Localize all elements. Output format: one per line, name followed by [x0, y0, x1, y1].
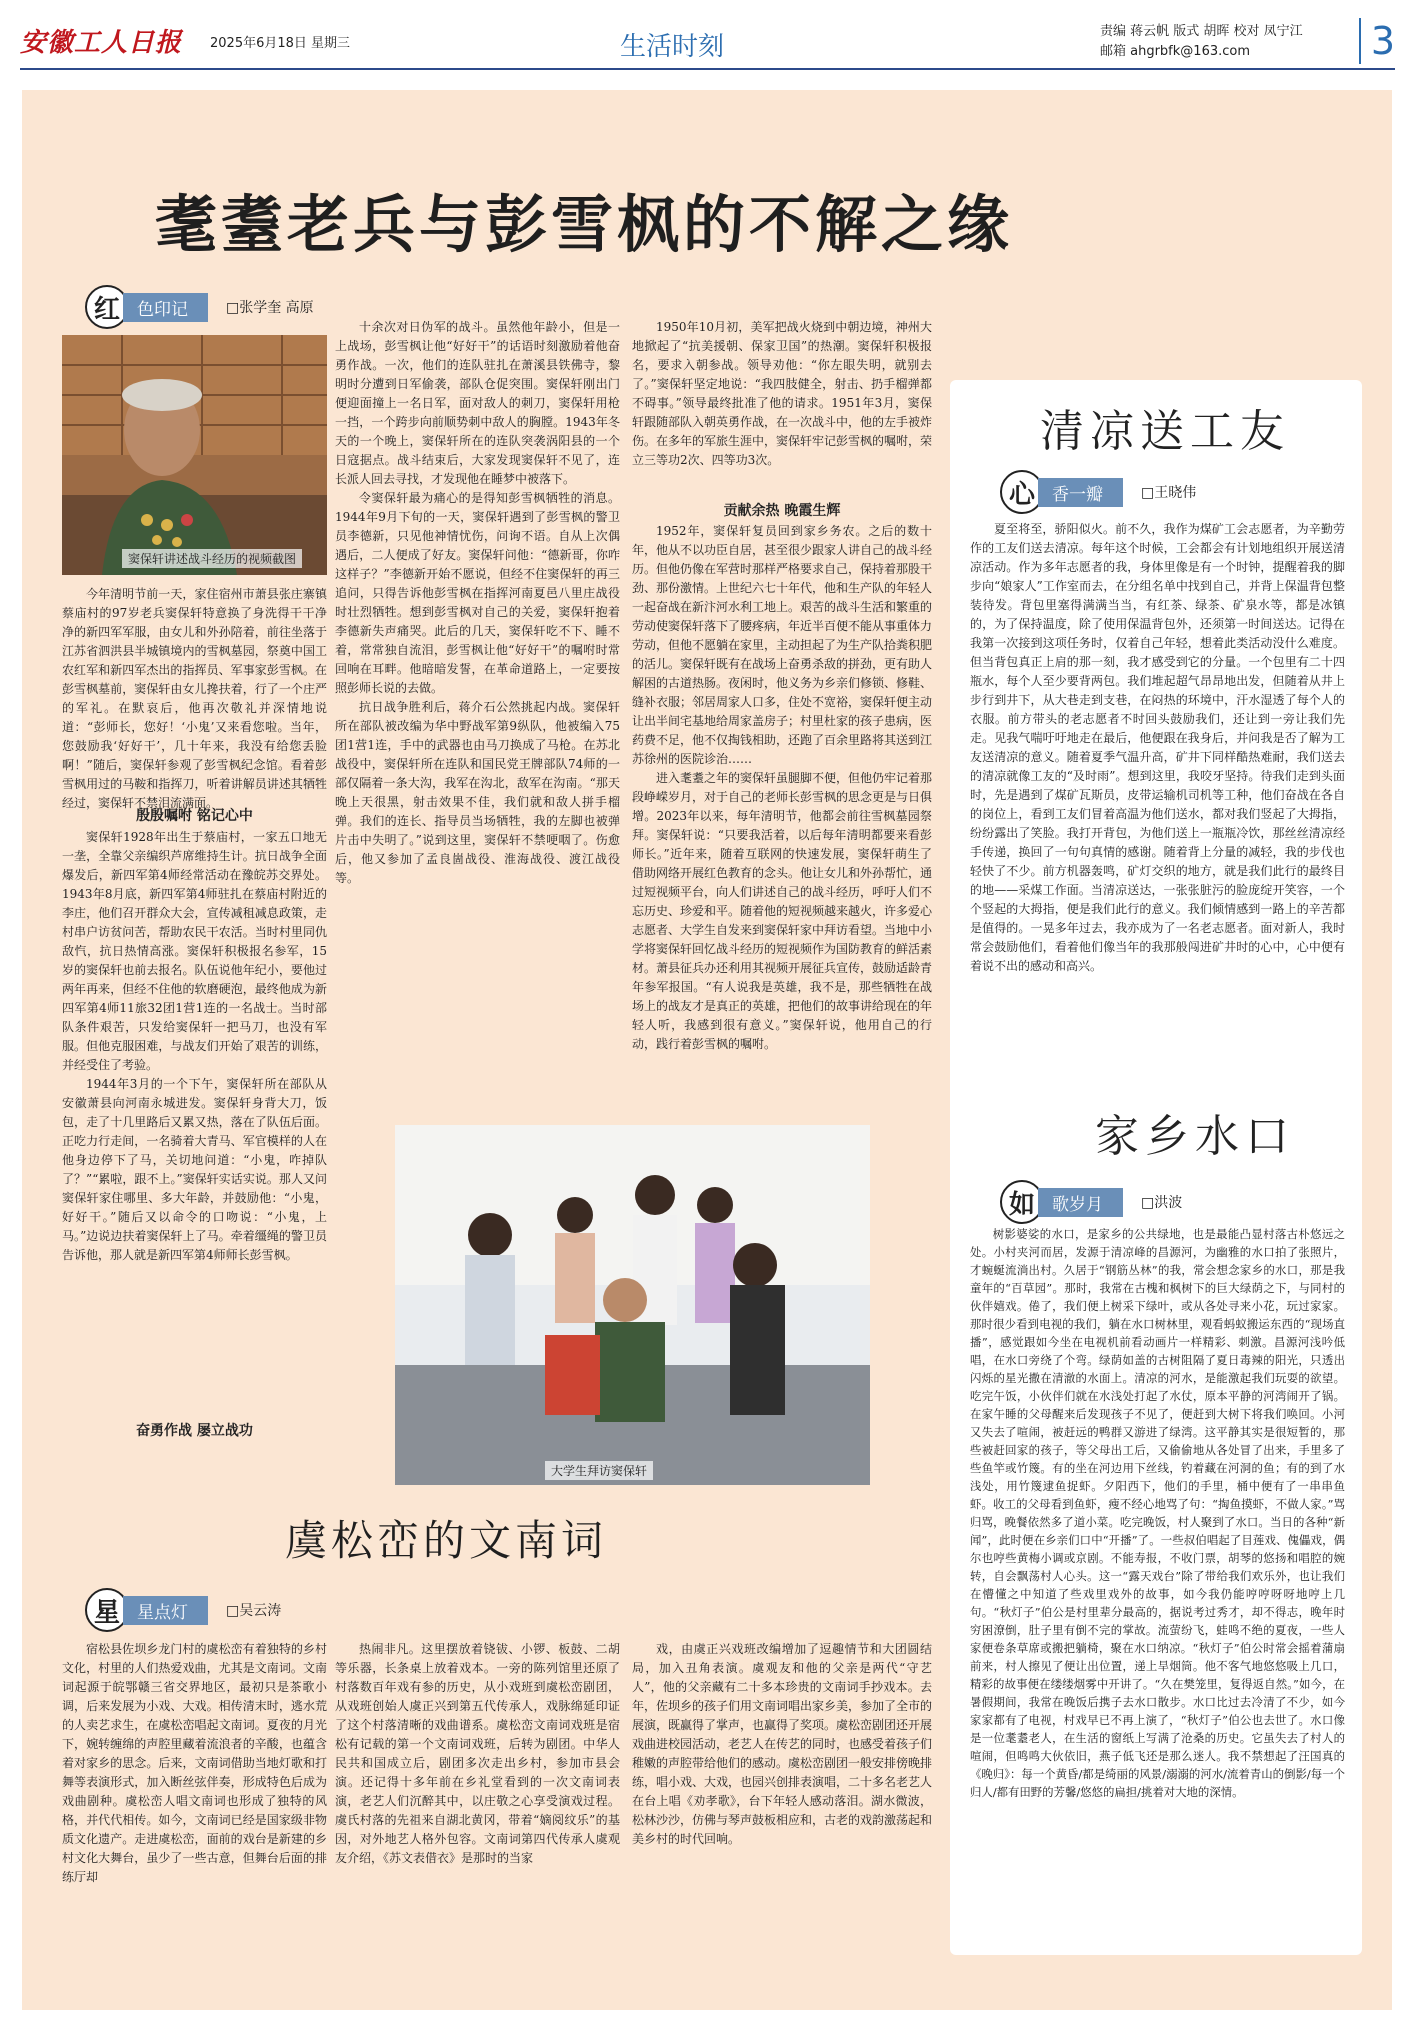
- article1-column-3b: [632, 522, 932, 1054]
- paragraph: 进入耄耋之年的窦保轩虽腿脚不便，但他仍牢记着那段峥嵘岁月，对于自己的老师长彭雪枫的思念更是与日俱增。2023年以来，每年清明节，他都会前往雪枫墓园祭拜。窦保轩说：“只要我活着，以后每年清明都要来看彭师长。”近年来，随着互联网的快速发展，窦保轩萌生了借助网络开展红色教育的念头。他让女儿和外孙帮忙，通过短视频平台，向人们讲述自己的战斗经历，呼吁人们不忘历史、珍爱和平。随着他的短视频越来越火，许多爱心志愿者、大学生自发来到窦保轩家中拜访看望。当地中小学将窦保轩回忆战斗经历的短视频作为国防教育的鲜活素材。萧县征兵办还利用其视频开展征兵宣传，鼓励适龄青年参军报国。“有人说我是英雄，我不是，那些牺牲在战场上的战友才是真正的英雄，把他们的故事讲给现在的年轻人听，我感到很有意义。”窦保轩说，他用自己的行动，践行着彭雪枫的嘱咐。: [632, 771, 933, 1051]
- page-header: [20, 18, 1395, 70]
- article3-title: 家乡水口: [1095, 1111, 1295, 1162]
- paragraph: 十余次对日伪军的战斗。虽然他年龄小，但是一上战场，彭雪枫让他“好好干”的话语时刻激励着他奋勇作战。一次，他们的连队驻扎在萧溪县铁佛寺，黎明时分遭到日军偷袭，部队仓促突围。窦保轩刚出门便迎面撞上一名日军，面对敌人的刺刀，窦保轩用枪一挡，一个跨步向前顺势刺中敌人的胸膛。1943年冬天的一个晚上，窦保轩所在的连队突袭涡阳县的一个日寇据点。战斗结束后，大家发现窦保轩不见了，连长派人回去寻找，才发现他在睡梦中被落下。: [335, 320, 620, 486]
- article-author: □王晓伟: [1141, 485, 1197, 501]
- article1-column-1: [62, 585, 327, 813]
- article2-body: [970, 520, 1345, 976]
- article3-body: [970, 1225, 1345, 1801]
- article1-column-2: [335, 318, 620, 888]
- tag-char: 红: [85, 285, 129, 329]
- page-number: 3: [1359, 18, 1395, 64]
- paragraph: 宿松县佐坝乡龙门村的虞松峦有着独特的乡村文化，村里的人们热爱戏曲，尤其是文南词。文南词起源于皖鄂赣三省交界地区，最初只是茶歌小调，后来发展为小戏、大戏。相传清末时，逃水荒的人卖艺求生，在虞松峦唱起文南词。夏夜的月光下，婉转缠绵的声腔里藏着流浪者的辛酸，也蕴含着对家乡的思念。后来，文南词借助当地灯歌和打舞等表演形式，加入断丝弦伴奏，形成特色后成为戏曲剧种。虞松峦人唱文南词也形成了独特的风格，并代代相传。如今，文南词已经是国家级非物质文化遗产。走进虞松峦，面前的戏台是新建的乡村文化大舞台，虽少了一些古意，但舞台后面的排练厅却: [62, 1642, 327, 1884]
- editors-line: 责编 蒋云帆 版式 胡晖 校对 凤宁江: [1100, 24, 1303, 39]
- column-tag-song: [1000, 1180, 1182, 1224]
- main-article-title: 耄耋老兵与彭雪枫的不解之缘: [155, 188, 1014, 261]
- editors-info: [1100, 22, 1303, 62]
- article1-column-3: [632, 318, 932, 470]
- tag-label: 色印记: [123, 293, 208, 322]
- subhead: 奋勇作战 屡立战功: [136, 1423, 253, 1439]
- article4-column-1: [62, 1640, 327, 1887]
- paragraph: 1944年3月的一个下午，窦保轩所在部队从安徽萧县向河南永城进发。窦保轩身背大刀，饭包，走了十几里路后又累又热，落在了队伍后面。正吃力行走间，一名骑着大青马、军官模样的人在他身边停下了马，关切地问道：“小鬼，咋掉队了？”“累啦，跟不上。”窦保轩实话实说。那人又问窦保轩家住哪里、多大年龄，并鼓励他：“小鬼，好好干。”随后又以命令的口吻说：“小鬼，上马。”边说边扶着窦保轩上了马。牵着缰绳的警卫员告诉他，那人就是新四军第4师师长彭雪枫。: [62, 1077, 327, 1262]
- paragraph: 1952年，窦保轩复员回到家乡务农。之后的数十年，他从不以功臣自居，甚至很少跟家人讲自己的战斗经历。但他仍像在军营时那样严格要求自己，保持着那股干劲、那份激情。上世纪六七十年代，他和生产队的年轻人一起奋战在新汴河水利工地上。艰苦的战斗生活和繁重的劳动使窦保轩落下了腰疼病，年近半百便不能从事重体力劳动，但他不愿躺在家里，主动担起了为生产队拾粪积肥的活儿。窦保轩既有在战场上奋勇杀敌的拼劲，更有助人解困的古道热肠。夜闲时，他义务为乡亲们修锁、修鞋、缝补衣服；邻居周家人口多，住处不宽裕，窦保轩便主动让出半间宅基地给周家盖房子；村里杜家的孩子患病，医药费不足，他不仅掏钱相助，还跑了百余里路将其送到江苏徐州的医院诊治……: [632, 524, 933, 766]
- subhead: 殷殷嘱咐 铭记心中: [136, 808, 253, 824]
- article2-title: 清凉送工友: [1040, 406, 1290, 457]
- article4-title: 虞松峦的文南词: [285, 1516, 608, 1565]
- column-tag-red-memory: [85, 285, 314, 329]
- photo-caption: 大学生拜访窦保轩: [545, 1461, 653, 1480]
- paragraph: 戏，由虞正兴戏班改编增加了逗趣情节和大团圆结局，加入丑角表演。虞观友和他的父亲是两代“守艺人”，他的父亲藏有二十多本珍贵的文南词手抄戏本。去年，佐坝乡的孩子们用文南词唱出家乡美，参加了全市的展演，既赢得了掌声，也赢得了奖项。虞松峦剧团还开展戏曲进校园活动，老艺人在传艺的同时，也感受着孩子们稚嫩的声腔带给他们的感动。虞松峦剧团一般安排傍晚排练，唱小戏、大戏，也园兴创排表演唱，二十多名老艺人在台上唱《劝孝歌》，台下年轻人感动落泪。湖水微波，松林沙沙，仿佛与琴声鼓板相应和，古老的戏韵激荡起和美乡村的时代回响。: [632, 1642, 933, 1846]
- subhead: 贡献余热 晚霞生辉: [723, 503, 841, 519]
- paragraph: 今年清明节前一天，家住宿州市萧县张庄寨镇蔡庙村的97岁老兵窦保轩特意换了身洗得干干净净的新四军军服，由女儿和外孙陪着，前往坐落于江苏省泗洪县半城镇境内的雪枫墓园，祭奠中国工农红军和新四军杰出的指挥员、军事家彭雪枫。在彭雪枫墓前，窦保轩由女儿搀扶着，行了一个庄严的军礼。在默哀后，他再次敬礼并深情地说道：“彭师长，您好！‘小鬼’又来看您啦。当年，您鼓励我‘好好干’，几十年来，我没有给您丢脸啊！”随后，窦保轩参观了彭雪枫纪念馆。看着彭雪枫用过的马鞍和指挥刀，听着讲解员讲述其牺牲经过，窦保轩不禁泪流满面。: [62, 587, 327, 810]
- tag-label: 香一瓣: [1038, 478, 1123, 507]
- tag-char: 心: [1000, 470, 1044, 514]
- paragraph: 夏至将至，骄阳似火。前不久，我作为煤矿工会志愿者，为辛勤劳作的工友们送去清凉。每年这个时候，工会都会有计划地组织开展送清凉活动。作为多年志愿者的我，身体里像是有一个时钟，提醒着我的脚步向“娘家人”工作室而去，在分组名单中找到自己，并背上保温背包整装待发。背包里塞得满满当当，有红茶、绿茶、矿泉水等，都是冰镇的，为了保持温度，除了使用保温背包外，还须第一时间送达。记得在我第一次接到这项任务时，仅着自己年轻，想着此类活动没什么难度。但当背包真正上肩的那一刻，我才感受到它的分量。一个包里有二十四瓶水，每个人至少要背两包。我们堆起超气昂昂地出发，但随着从井上步行到井下，从大巷走到支巷，在闷热的环境中，汗水湿透了每个人的衣服。前方带头的老志愿者不时回头鼓励我们，还让到一旁让我们先走。见我气喘吁吁地走在最后，他便跟在我身后，并问我是否了解为工友送清凉的意义。随着夏季气温升高，矿井下同样酷热难耐，我们送去的清凉就像工友的“及时雨”。想到这里，我咬牙坚持。待我们走到头面时，先是遇到了煤矿瓦斯员，皮带运输机司机等工种，他们奋战在各自的岗位上，看到工友们冒着高温为他们送水，都对我们竖起了大拇指，纷纷露出了笑脸。我打开背包，为他们送上一瓶瓶冷饮，那丝丝清凉经手传递，换回了一句句真情的感谢。随着背上分量的减轻，我的步伐也轻快了不少。前方机器轰鸣，矿灯交织的地方，就是我们此行的最终目的地——采煤工作面。当清凉送达，一张张脏污的脸庞绽开笑容，一个个竖起的大拇指，便是我们此行的意义。我们倾情感到一路上的辛苦都是值得的。一晃多年过去，我亦成为了一名老志愿者。面对新人，我时常会鼓励他们，看着他们像当年的我那般闯进矿井时的心中，心中便有着说不出的感动和高兴。: [970, 522, 1345, 973]
- article-author: □吴云涛: [226, 1603, 282, 1619]
- tag-label: 星点灯: [123, 1596, 208, 1625]
- paragraph: 令窦保轩最为痛心的是得知彭雪枫牺牲的消息。1944年9月下旬的一天，窦保轩遇到了彭雪枫的警卫员李德新，只见他神情忧伤，问询不语。自从上次偶遇后，二人便成了好友。窦保轩问他：“德新哥，你咋这样子？”李德新开始不愿说，但经不住窦保轩的再三追问，只得告诉他彭雪枫在指挥河南夏邑八里庄战役时壮烈牺牲。想到彭雪枫对自己的关爱，窦保轩抱着李德新失声痛哭。此后的几天，窦保轩吃不下、睡不着，常常独自流泪，彭雪枫让他“好好干”的嘱咐时常回响在耳畔。他暗暗发誓，在革命道路上，一定要按照彭师长说的去做。: [335, 491, 620, 695]
- paragraph: 树影婆娑的水口，是家乡的公共绿地，也是最能凸显村落古朴悠远之处。小村夹河而居，发源于清凉峰的昌源河，为幽雅的水口拍了张照片，才蜿蜒流淌出村。久居于“钢筋丛林”的我，常会想念家乡的水口，那是我童年的“百草园”。那时，我常在古槐和枫树下的巨大绿荫之下，与同村的伙伴嬉戏。倦了，我们便上树采下绿叶，或从各处寻来小花，玩过家家。那时很少看到电视的我们，躺在水口树林里，观看蚂蚁搬运东西的“现场直播”，感觉跟如今坐在电视机前看动画片一样精彩、刺激。昌源河浅吟低唱，在水口旁绕了个弯。绿荫如盖的古树阻隔了夏日毒辣的阳光，只透出闪烁的星光撒在清澈的水面上。清凉的河水，是能激起我们玩耍的欲望。吃完午饭，小伙伴们就在水浅处打起了水仗，原本平静的河湾闹开了锅。在家午睡的父母醒来后发现孩子不见了，便赶到大树下将我们唤回。小河又失去了喧闹，被赶远的鸭群又游进了绿湾。这平静其实是很短暂的，那些被赶回家的孩子，等父母出工后，又偷偷地从各处冒了出来，手里多了些鱼竿或竹篾。有的坐在河边用下丝线，钓着藏在河洞的鱼；有的到了水浅处，用竹篾逮鱼捉虾。夕阳西下，他们的手里，桶中便有了一串串鱼虾。收工的父母看到鱼虾，瘦不经心地骂了句：“掏鱼摸虾，不做人家。”骂归骂，晚餐依然多了道小菜。吃完晚饭，村人聚到了水口。当日的各种“新闻”，此时便在乡亲们口中“开播”了。一些叔伯唱起了目莲戏、傀儡戏，偶尔也哼些黄梅小调或京剧。不能寿报，不收门票，胡琴的悠扬和唱腔的婉转，自会飘荡村人心头。这一“露天戏台”除了带给我们欢乐外，也让我们在懵懂之中知道了些戏里戏外的故事，如今我仍能哼哼呀呀地哼上几句。“秋灯子”伯公是村里辈分最高的，据说考过秀才，却不得志，晚年时穷困潦倒，肚子里有倒不完的掌故。流萤纷飞，蛙鸣不绝的夏夜，一些人家便卷条草席或搬把躺椅，聚在水口纳凉。“秋灯子”伯公时常会摇着蒲扇前来，村人擦见了便让出位置，递上旱烟筒。他不客气地悠悠吸上几口，精彩的故事便在缕缕烟雾中开讲了。“久在樊笼里，复得返自然。”如今，在暑假期间，我常在晚饭后携子去水口散步。水口比过去冷清了不少，如今家家都有了电视，村戏早已不再上演了，“秋灯子”伯公也去世了。水口像是一位耄耋老人，在生活的窗纸上写满了沧桑的历史。它虽失去了村人的喧闹，但鸣鸣大伙依旧，燕子低飞还是那么迷人。我不禁想起了汪国真的《晚归》：每一个黄昏/都是绮丽的风景/溺溺的河水/流着青山的倒影/每一个归人/都有田野的芳馨/悠悠的扁担/挑着对大地的深情。: [970, 1227, 1345, 1799]
- article4-column-2: [335, 1640, 620, 1868]
- photo-caption: 窦保轩讲述战斗经历的视频截图: [122, 549, 302, 568]
- students-visit-photo: [395, 1125, 870, 1485]
- paragraph: 热闹非凡。这里摆放着铙钹、小锣、板鼓、二胡等乐器，长条桌上放着戏本。一旁的陈列馆里还原了村落数百年戏有参的历史，从小戏班到虞松峦剧团，从戏班创始人虞正兴到第五代传承人，戏脉绵延印证了这个村落清晰的戏曲谱系。虞松峦文南词戏班是宿松有记载的第一个文南词戏班，后转为剧团。中华人民共和国成立后，剧团多次走出乡村，参加市县会演。还记得十多年前在乡礼堂看到的一次文南词表演，老艺人们沉醉其中，以庄敬之心享受演戏过程。虞氏村落的先祖来自湖北黄冈，带着“嫡阅纹乐”的基因，对外地艺人格外包容。文南词第四代传承人虞观友介绍，《苏文表借衣》是那时的当家: [335, 1642, 620, 1865]
- veteran-photo: [62, 335, 327, 575]
- issue-date: 2025年6月18日 星期三: [210, 36, 351, 51]
- email-line: 邮箱 ahgrbfk@163.com: [1100, 44, 1251, 59]
- masthead: 安徽工人日报: [20, 28, 183, 58]
- article4-column-3: [632, 1640, 932, 1849]
- article1-column-1b: [62, 828, 327, 1265]
- section-title: 生活时刻: [620, 32, 725, 62]
- column-tag-heart: [1000, 470, 1196, 514]
- paragraph: 抗日战争胜利后，蒋介石公然挑起内战。窦保轩所在部队被改编为华中野战军第9纵队，他被编入75团1营1连，手中的武器也由马刀换成了马枪。在苏北战役中，窦保轩所在连队和国民党王牌部队74师的一部仅隔着一条大沟，我军在沟北，敌军在沟南。“那天晚上天很黑，射击效果不佳，我们就和敌人拼手榴弹。我们的连长、指导员当场牺牲，我的左脚也被弹片击中失明了。”说到这里，窦保轩不禁哽咽了。伤愈后，他又参加了孟良崮战役、淮海战役、渡江战役等。: [335, 700, 620, 885]
- students-photo-image: [395, 1125, 870, 1485]
- veteran-photo-image: [62, 335, 327, 575]
- tag-label: 歌岁月: [1038, 1188, 1123, 1217]
- paragraph: 1950年10月初，美军把战火烧到中朝边境，神州大地掀起了“抗美援朝、保家卫国”的热潮。窦保轩积极报名，要求入朝参战。领导劝他：“你左眼失明，就别去了。”窦保轩坚定地说：“我四肢健全，射击、扔手榴弹都不碍事。”领导最终批准了他的请求。1951年3月，窦保轩跟随部队入朝英勇作战，在一次战斗中，他的左手被炸伤。在多年的军旅生涯中，窦保轩牢记彭雪枫的嘱咐，荣立三等功2次、四等功3次。: [632, 320, 933, 467]
- article-author: □洪波: [1141, 1195, 1183, 1211]
- tag-char: 如: [1000, 1180, 1044, 1224]
- article-author: □张学奎 高原: [226, 300, 314, 316]
- paragraph: 窦保轩1928年出生于蔡庙村，一家五口地无一垄，全靠父亲编织芦席维持生计。抗日战争全面爆发后，新四军第4师经常活动在豫皖苏交界处。1943年8月底，新四军第4师驻扎在蔡庙村附近的李庄，他们召开群众大会，宣传减租减息政策，走村串户访贫问苦，帮助农民干农活。当时村里同仇敌忾，抗日热情高涨。窦保轩积极报名参军，15岁的窦保轩也前去报名。队伍说他年纪小，要他过两年再来，但经不住他的软磨硬泡，最终他成为新四军第4师11旅32团1营1连的一名战士。当时部队条件艰苦，只发给窦保轩一把马刀，也没有军服。但他克服困难，与战友们开始了艰苦的训练，并经受住了考验。: [62, 830, 327, 1072]
- tag-char: 星: [85, 1588, 129, 1632]
- column-tag-star: [85, 1588, 281, 1632]
